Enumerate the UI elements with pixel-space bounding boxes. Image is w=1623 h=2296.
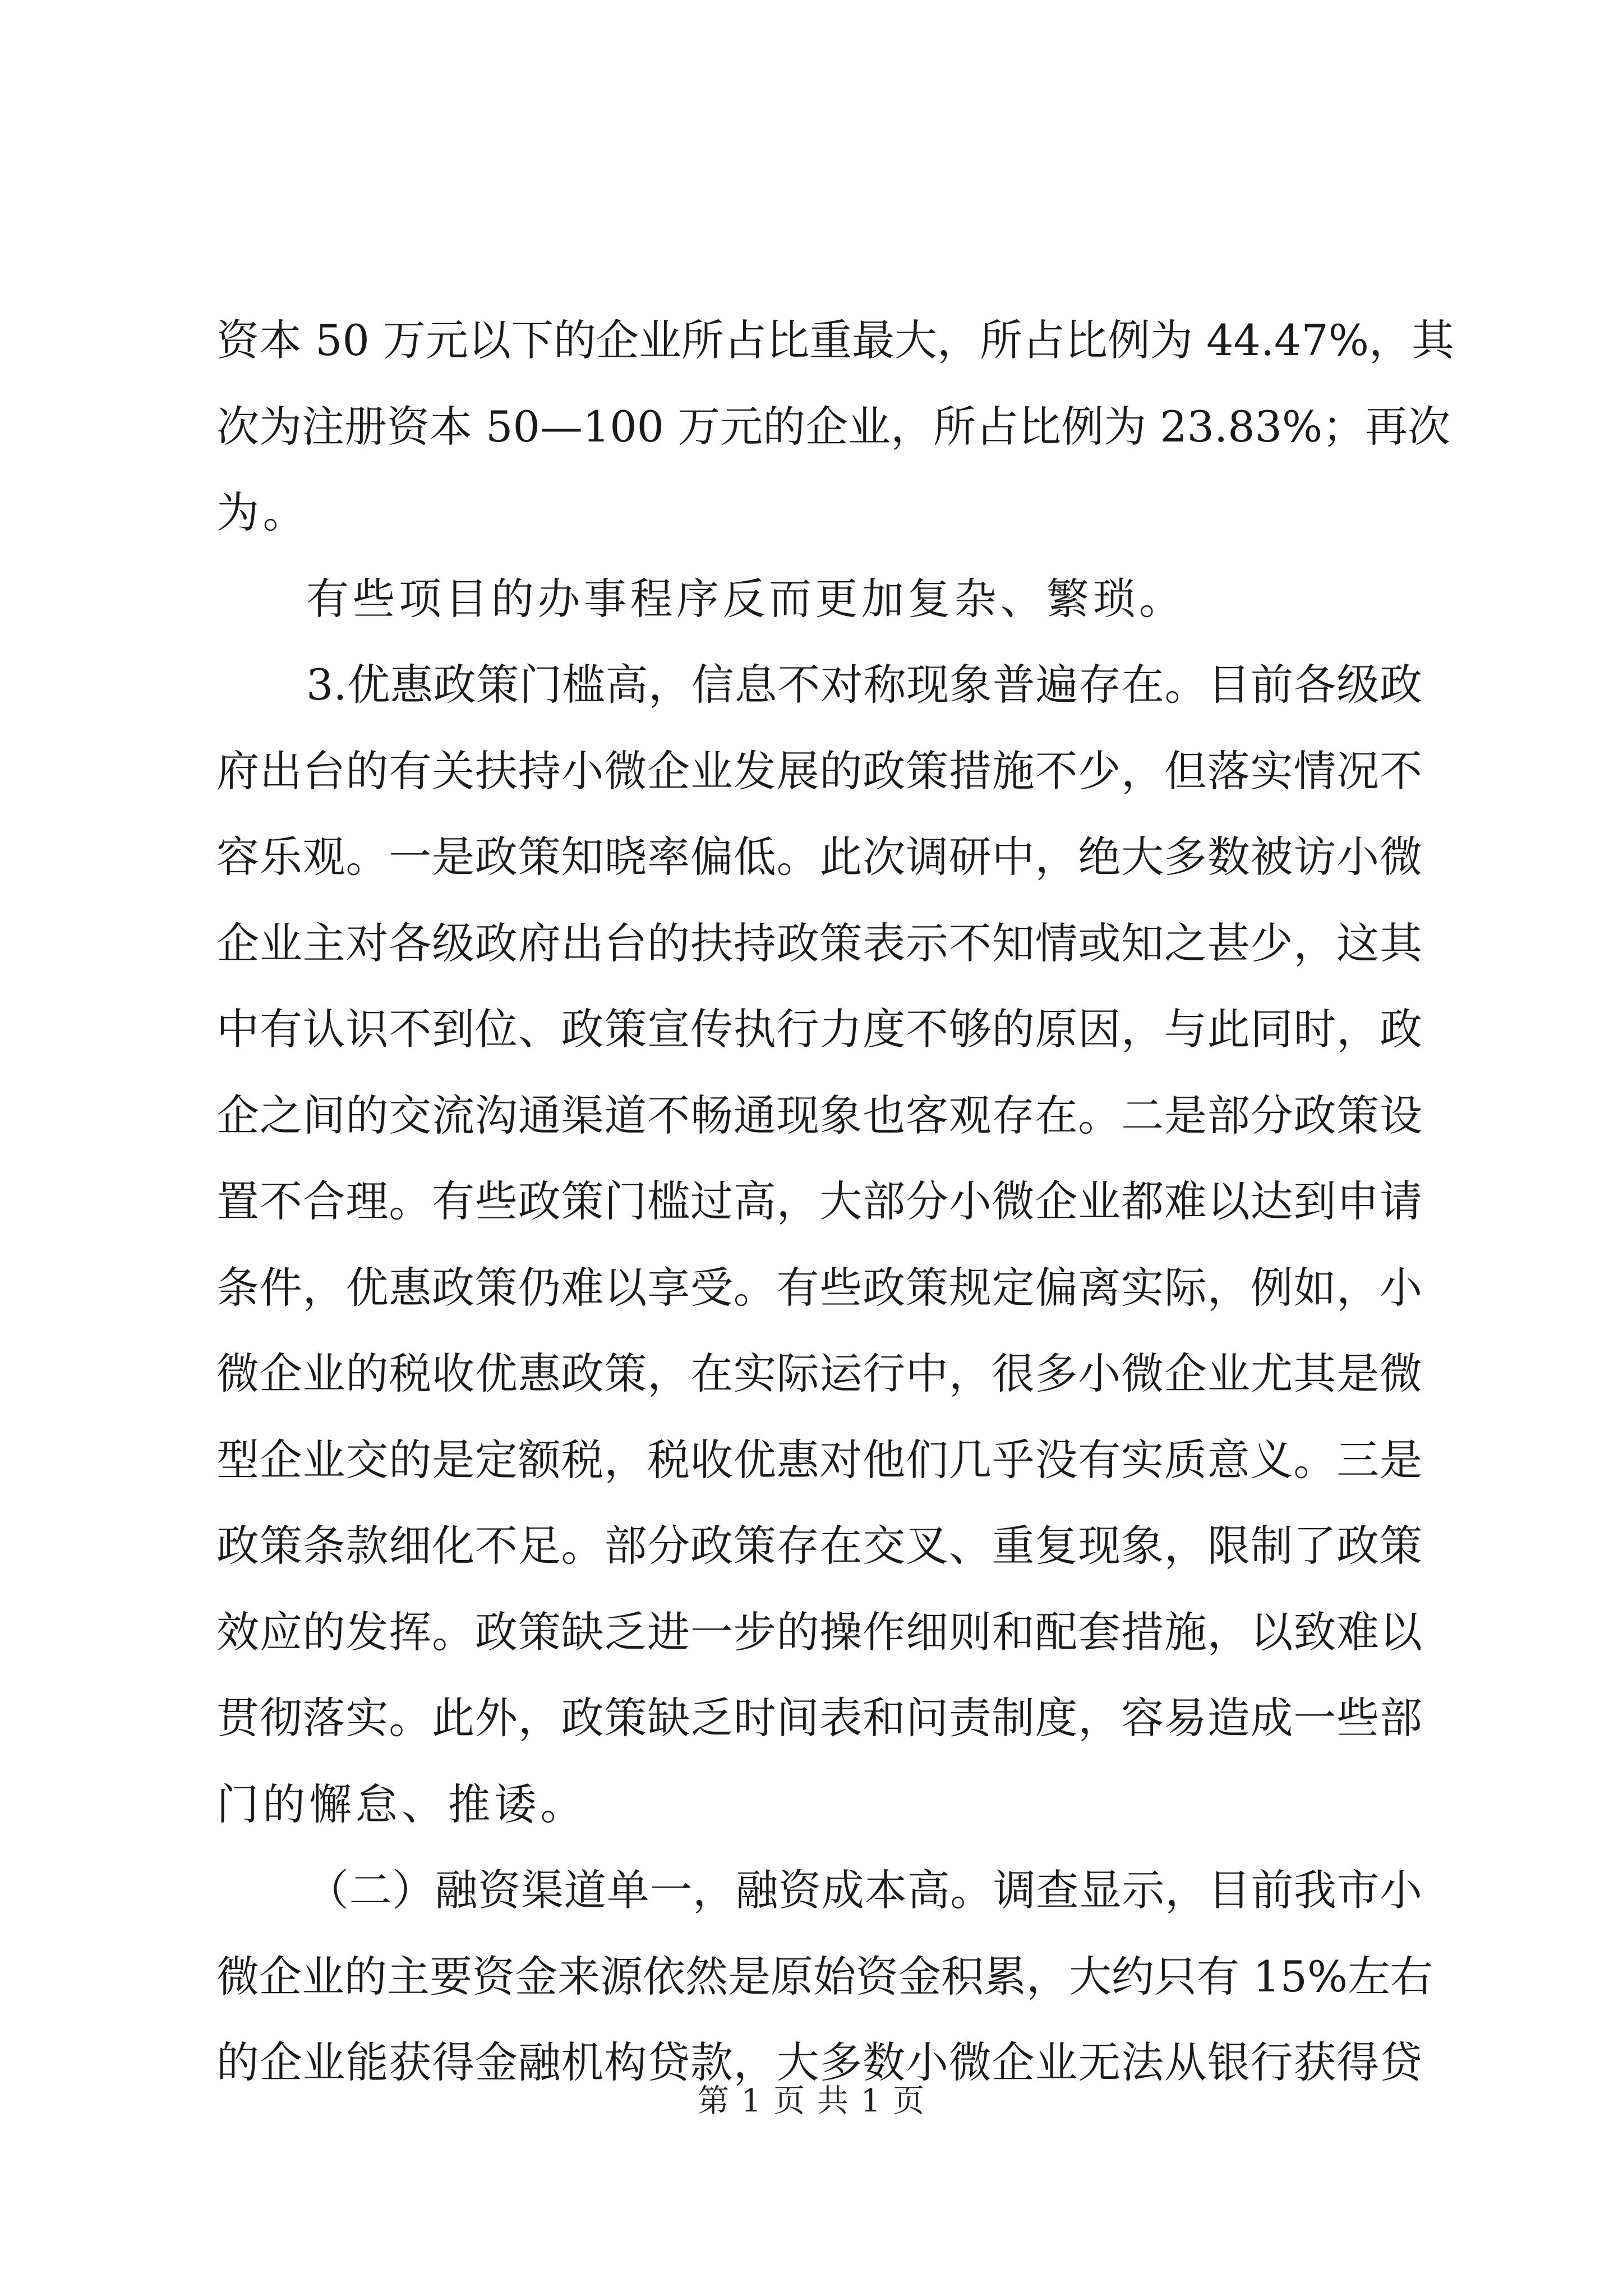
- text-line: 中有认识不到位、政策宣传执行力度不够的原因，与此同时，政: [216, 1004, 1422, 1054]
- text-line: （二）融资渠道单一，融资成本高。调查显示，目前我市小: [306, 1865, 1422, 1915]
- text-line: 型企业交的是定额税，税收优惠对他们几乎没有实质意义。三是: [216, 1434, 1422, 1485]
- text-line: 有些项目的办事程序反而更加复杂、繁琐。: [306, 573, 1186, 624]
- text-line: 3.优惠政策门槛高，信息不对称现象普遍存在。目前各级政: [306, 660, 1422, 710]
- text-line: 资本 50 万元以下的企业所占比重最大，所占比例为 44.47%，其: [216, 315, 1454, 365]
- text-line: 门的懈怠、推诿。: [216, 1779, 587, 1829]
- text-line: 企之间的交流沟通渠道不畅通现象也客观存在。二是部分政策设: [216, 1090, 1422, 1140]
- text-line: 条件，优惠政策仍难以享受。有些政策规定偏离实际，例如，小: [216, 1262, 1422, 1313]
- text-line: 企业主对各级政府出台的扶持政策表示不知情或知之甚少，这其: [216, 918, 1422, 968]
- text-line: 微企业的主要资金来源依然是原始资金积累，大约只有 15%左右: [216, 1951, 1433, 2001]
- text-line: 的企业能获得金融机构贷款，大多数小微企业无法从银行获得贷: [216, 2037, 1422, 2087]
- text-line: 为。: [216, 487, 309, 537]
- body-text: [216, 297, 1454, 2106]
- text-line: 效应的发挥。政策缺乏进一步的操作细则和配套措施，以致难以: [216, 1607, 1422, 1657]
- text-line: 府出台的有关扶持小微企业发展的政策措施不少，但落实情况不: [216, 746, 1422, 796]
- text-line: 容乐观。一是政策知晓率偏低。此次调研中，绝大多数被访小微: [216, 832, 1422, 882]
- page-number-footer: 第 1 页 共 1 页: [697, 2083, 926, 2119]
- text-line: 贯彻落实。此外，政策缺乏时间表和问责制度，容易造成一些部: [216, 1693, 1422, 1743]
- text-line: 置不合理。有些政策门槛过高，大部分小微企业都难以达到申请: [216, 1176, 1422, 1226]
- text-line: 政策条款细化不足。部分政策存在交叉、重复现象，限制了政策: [216, 1521, 1422, 1571]
- text-line: 微企业的税收优惠政策，在实际运行中，很多小微企业尤其是微: [216, 1349, 1422, 1398]
- text-line: 次为注册资本 50—100 万元的企业，所占比例为 23.83%；再次: [216, 401, 1451, 452]
